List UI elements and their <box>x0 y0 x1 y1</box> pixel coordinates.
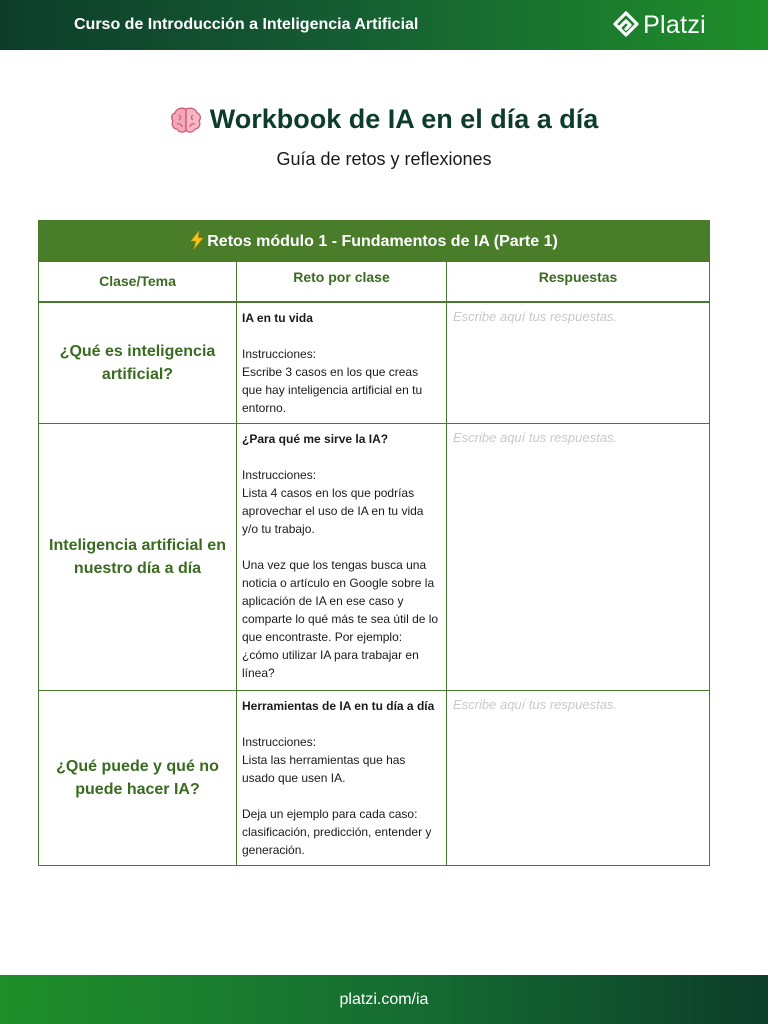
brand-name: Platzi <box>643 10 706 39</box>
challenge-title: ¿Para qué me sirve la IA? <box>242 431 389 446</box>
answer-cell[interactable] <box>447 302 710 424</box>
topic-cell: ¿Qué es inteligencia artificial? <box>39 302 237 424</box>
topic-cell: ¿Qué puede y qué no puede hacer IA? <box>39 690 237 865</box>
challenges-table <box>38 220 710 866</box>
footer-bar <box>0 975 768 1024</box>
answer-cell[interactable] <box>447 690 710 865</box>
column-header-answers: Respuestas <box>447 262 710 302</box>
lightning-icon <box>190 231 204 249</box>
column-header-challenge: Reto por clase <box>237 262 447 302</box>
answer-placeholder[interactable]: Escribe aquí tus respuestas. <box>453 429 618 445</box>
document-title: Workbook de IA en el día a día <box>209 104 599 134</box>
document-title-line <box>170 104 599 135</box>
challenge-body: Instrucciones: Lista las herramientas que has usado que usen IA. Deja un ejemplo para cada caso: clasificación, predicción, entender y generación. <box>242 734 432 857</box>
challenge-cell <box>237 423 447 690</box>
table-row <box>39 423 710 690</box>
column-header-row <box>39 262 710 302</box>
footer-url[interactable]: platzi.com/ia <box>339 990 429 1008</box>
challenge-cell <box>237 690 447 865</box>
platzi-logo-icon <box>613 11 639 39</box>
challenge-title: Herramientas de IA en tu día a día <box>242 698 435 713</box>
course-title: Curso de Introducción a Inteligencia Artificial <box>74 16 419 33</box>
platzi-logo[interactable] <box>613 11 706 40</box>
answer-placeholder[interactable]: Escribe aquí tus respuestas. <box>453 696 618 712</box>
table-row <box>39 690 710 865</box>
header-bar <box>0 0 768 50</box>
answer-cell[interactable] <box>447 423 710 690</box>
module-title: Retos módulo 1 - Fundamentos de IA (Parte 1) <box>207 233 558 250</box>
challenge-cell <box>237 302 447 424</box>
document-subtitle: Guía de retos y reflexiones <box>276 148 492 169</box>
answer-placeholder[interactable]: Escribe aquí tus respuestas. <box>453 308 618 324</box>
module-header-row <box>39 221 710 262</box>
topic-cell: Inteligencia artificial en nuestro día a día <box>39 423 237 690</box>
challenge-body: Instrucciones: Escribe 3 casos en los que creas que hay inteligencia artificial en tu entorno. <box>242 346 423 415</box>
document-heading <box>0 104 768 170</box>
table-row <box>39 302 710 424</box>
column-header-topic: Clase/Tema <box>39 262 237 302</box>
module-header <box>39 221 710 262</box>
challenge-body: Instrucciones: Lista 4 casos en los que podrías aprovechar el uso de IA en tu vida y/o tu trabajo. Una vez que los tengas busca una noticia o artículo en Google sobre la aplicación de IA en ese caso y comparte lo qué más te sea útil de lo que encontraste. Por ejemplo: ¿cómo utilizar IA para trabajar en línea? <box>242 467 439 680</box>
challenge-title: IA en tu vida <box>242 310 313 325</box>
brain-icon <box>170 106 202 134</box>
